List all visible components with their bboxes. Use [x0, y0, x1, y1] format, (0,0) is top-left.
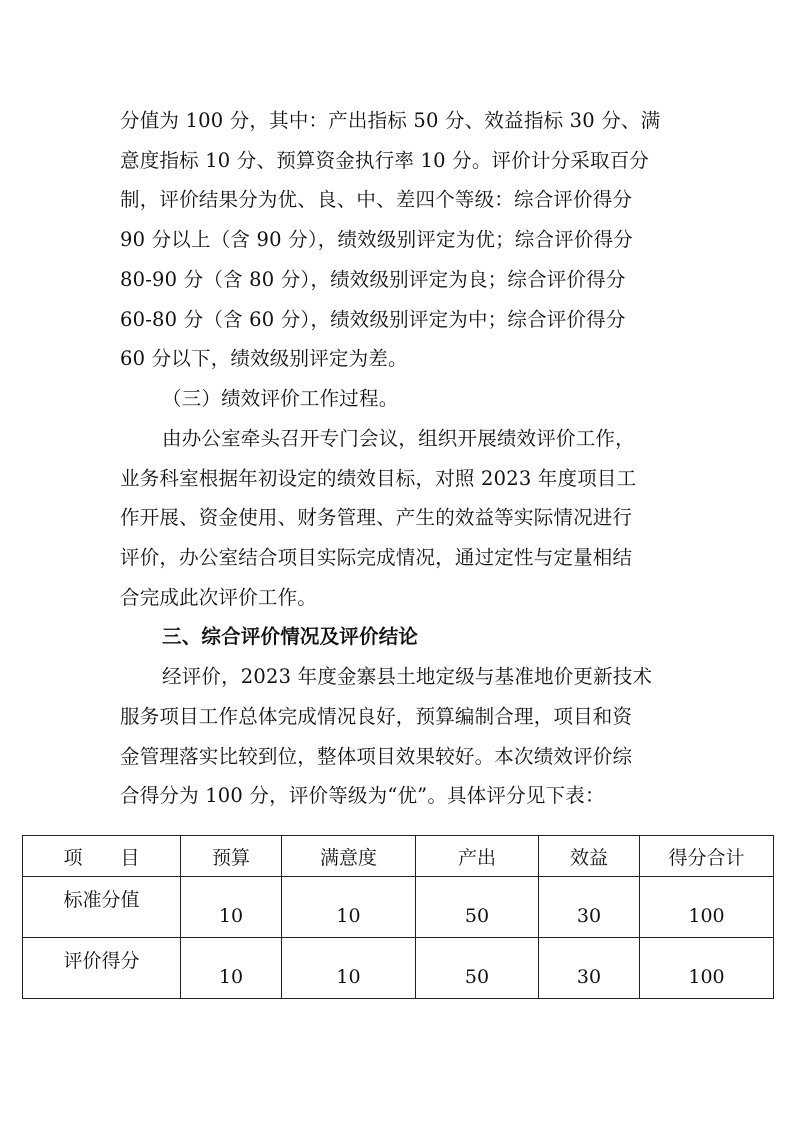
section-subheading: （三）绩效评价工作过程。 [162, 387, 399, 410]
table-cell: 10 [282, 938, 416, 999]
table-row [23, 877, 774, 938]
row-label: 标准分值 [23, 877, 181, 938]
score-table [22, 835, 774, 999]
table-cell: 50 [416, 877, 539, 938]
table-cell: 100 [640, 938, 774, 999]
table-cell: 30 [539, 938, 640, 999]
table-header-cell: 得分合计 [640, 836, 774, 877]
paragraph-line: 90 分以上（含 90 分），绩效级别评定为优；综合评价得分 [120, 228, 633, 251]
table-cell: 10 [181, 877, 282, 938]
paragraph-line: 由办公室牵头召开专门会议，组织开展绩效评价工作， [162, 427, 635, 450]
row-label: 评价得分 [23, 938, 181, 999]
table-header-cell: 满意度 [282, 836, 416, 877]
table-header-cell: 产出 [416, 836, 539, 877]
table-header-cell: 效益 [539, 836, 640, 877]
paragraph-line: 制，评价结果分为优、良、中、差四个等级：综合评价得分 [120, 188, 633, 211]
paragraph-line: 评价，办公室结合项目实际完成情况，通过定性与定量相结 [120, 546, 633, 569]
table-row [23, 938, 774, 999]
paragraph-line: 合完成此次评价工作。 [120, 586, 318, 609]
table-header-cell: 预算 [181, 836, 282, 877]
paragraph-line: 分值为 100 分，其中：产出指标 50 分、效益指标 30 分、满 [120, 109, 661, 132]
paragraph-line: 金管理落实比较到位，整体项目效果较好。本次绩效评价综 [120, 745, 633, 768]
table-cell: 10 [282, 877, 416, 938]
paragraph-line: 60-80 分（含 60 分），绩效级别评定为中；综合评价得分 [120, 308, 626, 331]
paragraph-line: 经评价，2023 年度金寨县土地定级与基准地价更新技术 [162, 665, 653, 688]
section-heading: 三、综合评价情况及评价结论 [162, 625, 419, 648]
table-header-row [23, 836, 774, 877]
table-cell: 50 [416, 938, 539, 999]
paragraph-line: 合得分为 100 分，评价等级为“优”。具体评分见下表： [120, 784, 605, 807]
paragraph-line: 业务科室根据年初设定的绩效目标，对照 2023 年度项目工 [120, 467, 637, 490]
paragraph-line: 作开展、资金使用、财务管理、产生的效益等实际情况进行 [120, 506, 633, 529]
paragraph-line: 意度指标 10 分、预算资金执行率 10 分。评价计分采取百分 [120, 149, 650, 172]
paragraph-line: 80-90 分（含 80 分），绩效级别评定为良；综合评价得分 [120, 268, 626, 291]
table-cell: 100 [640, 877, 774, 938]
paragraph-line: 服务项目工作总体完成情况良好，预算编制合理，项目和资 [120, 705, 633, 728]
table-header-cell: 项 目 [23, 836, 181, 877]
table-cell: 30 [539, 877, 640, 938]
paragraph-line: 60 分以下，绩效级别评定为差。 [120, 347, 408, 370]
table-cell: 10 [181, 938, 282, 999]
